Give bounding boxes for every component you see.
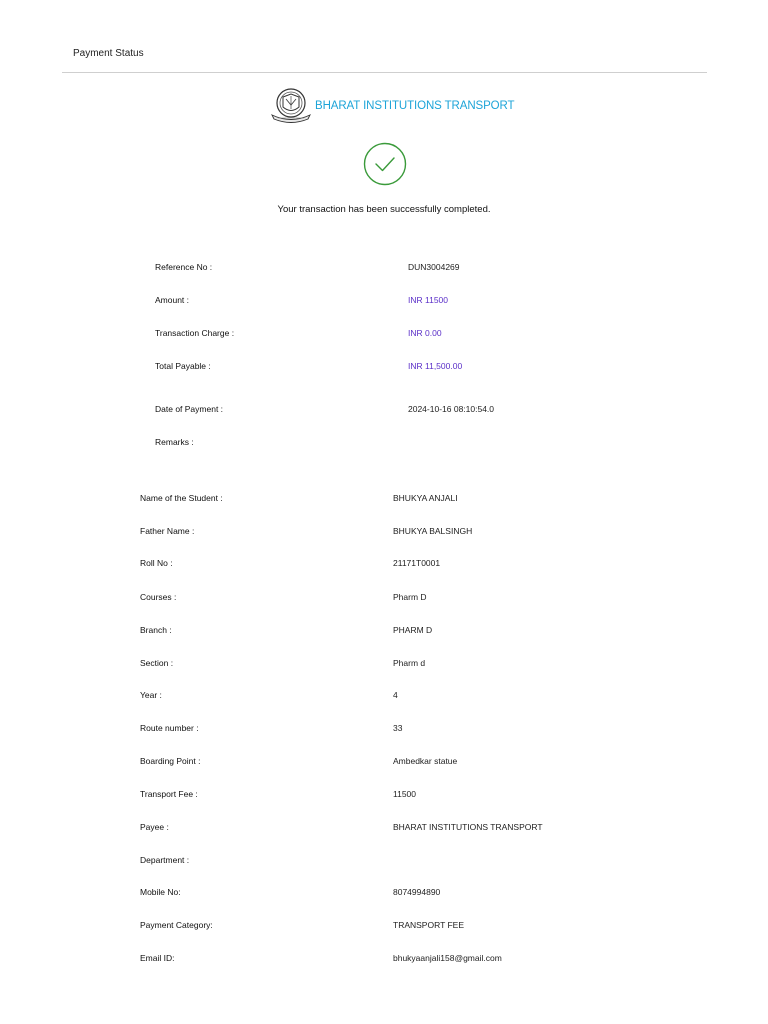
section-value: Pharm d (393, 658, 426, 668)
boarding-point-row (140, 754, 590, 768)
roll-no-label: Roll No : (140, 558, 173, 568)
transport-fee-label: Transport Fee : (140, 789, 198, 799)
department-row (140, 853, 590, 867)
remarks-label: Remarks : (155, 437, 194, 447)
roll-no-row (140, 556, 590, 570)
payment-date-row (155, 402, 575, 416)
student-name-value: BHUKYA ANJALI (393, 493, 458, 503)
transport-fee-value: 11500 (393, 789, 417, 799)
section-label: Section : (140, 658, 174, 668)
payment-category-row (140, 918, 590, 932)
email-value: bhukyaanjali158@gmail.com (393, 953, 502, 963)
header-divider (62, 72, 707, 73)
student-name-label: Name of the Student : (140, 493, 223, 503)
father-name-row (140, 524, 590, 538)
mobile-no-row (140, 885, 590, 899)
amount-label: Amount : (155, 295, 190, 305)
transaction-charge-label: Transaction Charge : (155, 328, 235, 338)
amount-value: INR 11500 (408, 295, 449, 305)
transaction-charge-row (155, 326, 575, 340)
payment-date-label: Date of Payment : (155, 404, 224, 414)
reference-value: DUN3004269 (408, 262, 460, 272)
father-name-value: BHUKYA BALSINGH (393, 526, 473, 536)
total-payable-value: INR 11,500.00 (408, 361, 463, 371)
student-name-row (140, 491, 590, 505)
route-number-value: 33 (393, 723, 403, 733)
brand-name: BHARAT INSTITUTIONS TRANSPORT (315, 100, 515, 112)
year-row (140, 688, 590, 702)
courses-row (140, 590, 590, 604)
transaction-charge-value: INR 0.00 (408, 328, 442, 338)
courses-value: Pharm D (393, 592, 427, 602)
payment-date-value: 2024-10-16 08:10:54.0 (408, 404, 495, 414)
email-label: Email ID: (140, 953, 175, 963)
total-payable-label: Total Payable : (155, 361, 211, 371)
transport-fee-row (140, 787, 590, 801)
year-value: 4 (393, 690, 398, 700)
branch-label: Branch : (140, 625, 172, 635)
boarding-point-value: Ambedkar statue (393, 756, 458, 766)
success-message: Your transaction has been successfully completed. (277, 204, 491, 215)
reference-row (155, 260, 575, 274)
mobile-no-value: 8074994890 (393, 887, 441, 897)
branch-row (140, 623, 590, 637)
reference-label: Reference No : (155, 262, 213, 272)
page-title: Payment Status (73, 48, 144, 59)
father-name-label: Father Name : (140, 526, 195, 536)
remarks-row (155, 435, 575, 449)
payee-value: BHARAT INSTITUTIONS TRANSPORT (393, 822, 543, 832)
email-row (140, 951, 590, 965)
check-circle-icon (363, 142, 407, 186)
department-label: Department : (140, 855, 190, 865)
roll-no-value: 21171T0001 (393, 558, 441, 568)
courses-label: Courses : (140, 592, 177, 602)
boarding-point-label: Boarding Point : (140, 756, 201, 766)
payee-row (140, 820, 590, 834)
brand-header (269, 87, 514, 125)
payment-category-value: TRANSPORT FEE (393, 920, 465, 930)
total-payable-row (155, 359, 575, 373)
institution-logo-icon (269, 87, 313, 125)
payment-category-label: Payment Category: (140, 920, 213, 930)
payee-label: Payee : (140, 822, 169, 832)
mobile-no-label: Mobile No: (140, 887, 181, 897)
year-label: Year : (140, 690, 162, 700)
route-number-label: Route number : (140, 723, 199, 733)
branch-value: PHARM D (393, 625, 433, 635)
section-row (140, 656, 590, 670)
amount-row (155, 293, 575, 307)
route-number-row (140, 721, 590, 735)
